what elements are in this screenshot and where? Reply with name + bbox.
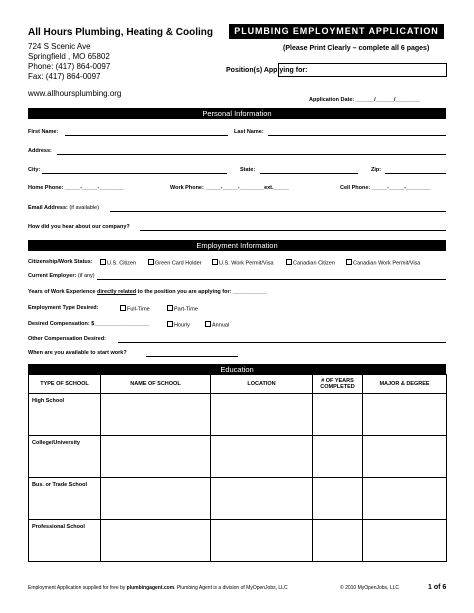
table-row <box>29 394 447 436</box>
print-instructions: (Please Print Clearly – complete all 6 pages) <box>283 45 430 52</box>
checkbox-icon <box>167 305 173 311</box>
table-row <box>29 478 447 520</box>
years-completed-cell[interactable] <box>313 520 363 562</box>
column-header: TYPE OF SCHOOL <box>29 375 101 394</box>
major-degree-cell[interactable] <box>363 520 447 562</box>
school-type-label: High School <box>32 398 65 404</box>
start-work-label: When are you available to start work? <box>28 350 127 356</box>
current-employer-field[interactable] <box>97 279 446 280</box>
company-name: All Hours Plumbing, Heating & Cooling <box>28 27 213 38</box>
start-work-field[interactable] <box>146 356 238 357</box>
first-name-label: First Name: <box>28 129 59 135</box>
citizenship-option-canadian-citizen[interactable]: Canadian Citizen <box>286 259 335 267</box>
checkbox-icon <box>148 259 154 265</box>
years-completed-cell[interactable] <box>313 436 363 478</box>
checkbox-icon <box>346 259 352 265</box>
checkbox-icon <box>286 259 292 265</box>
heard-about-field[interactable] <box>140 230 446 231</box>
checkbox-icon <box>167 321 173 327</box>
major-degree-cell[interactable] <box>363 436 447 478</box>
form-title: PLUMBING EMPLOYMENT APPLICATION <box>229 24 444 39</box>
citizenship-option-us-citizen[interactable]: U.S. Citizen <box>100 259 136 267</box>
footer-prefix: Employment Application supplied for free by <box>28 585 127 591</box>
checkbox-icon <box>205 321 211 327</box>
school-type-cell <box>29 478 101 520</box>
experience-underlined: directly related <box>97 289 137 295</box>
employment-info-heading: Employment Information <box>28 240 446 251</box>
address-label: Address: <box>28 148 52 154</box>
table-row <box>29 520 447 562</box>
school-type-label: Professional School <box>32 524 85 530</box>
citizenship-label: Citizenship/Work Status: <box>28 259 93 265</box>
citizenship-option-us-visa[interactable]: U.S. Work Permit/Visa <box>212 259 274 267</box>
email-field[interactable] <box>110 211 446 212</box>
heard-about-label: How did you hear about our company? <box>28 224 130 230</box>
citizenship-option-green-card[interactable]: Green Card Holder <box>148 259 201 267</box>
checkbox-icon <box>120 305 126 311</box>
years-completed-cell[interactable] <box>313 394 363 436</box>
company-address-line1: 724 S Scenic Ave <box>28 42 91 51</box>
experience-prefix: Years of Work Experience <box>28 289 97 295</box>
experience-field[interactable] <box>28 289 267 295</box>
zip-field[interactable] <box>385 173 446 174</box>
school-type-cell <box>29 394 101 436</box>
footer-credit <box>28 585 288 591</box>
employment-type-label: Employment Type Desired: <box>28 305 99 311</box>
citizenship-option-canadian-visa[interactable]: Canadian Work Permit/Visa <box>346 259 420 267</box>
school-type-label: College/University <box>32 440 80 446</box>
current-employer-label <box>28 273 95 279</box>
city-field[interactable] <box>42 173 227 174</box>
current-employer-note: (if any) <box>77 273 95 279</box>
school-type-cell <box>29 520 101 562</box>
type-option-full-time[interactable]: Full-Time <box>120 305 150 313</box>
column-header: NAME OF SCHOOL <box>101 375 211 394</box>
footer-copyright: © 2010 MyOpenJobs, LLC <box>340 585 399 591</box>
checkbox-icon <box>212 259 218 265</box>
company-fax: Fax: (417) 864-0097 <box>28 72 101 81</box>
column-header: MAJOR & DEGREE <box>363 375 447 394</box>
location-cell[interactable] <box>211 436 313 478</box>
other-compensation-label: Other Compensation Desired: <box>28 336 106 342</box>
personal-info-heading: Personal Information <box>28 108 446 119</box>
comp-option-hourly[interactable]: Hourly <box>167 321 190 329</box>
footer-link[interactable]: plumbingagent.com <box>126 585 175 591</box>
checkbox-icon <box>100 259 106 265</box>
state-label: State: <box>240 167 256 173</box>
position-input[interactable] <box>278 63 447 77</box>
other-compensation-field[interactable] <box>118 342 446 343</box>
education-heading: Education <box>28 364 446 375</box>
position-label: Position(s) Applying for: <box>226 67 308 74</box>
email-label <box>28 205 99 211</box>
years-completed-cell[interactable] <box>313 478 363 520</box>
table-row <box>29 436 447 478</box>
education-header-row <box>29 375 447 394</box>
location-cell[interactable] <box>211 394 313 436</box>
school-name-cell[interactable] <box>101 478 211 520</box>
state-field[interactable] <box>260 173 358 174</box>
experience-suffix: to the position you are applying for: ___________ <box>136 289 267 295</box>
column-header: LOCATION <box>211 375 313 394</box>
address-field[interactable] <box>57 154 446 155</box>
major-degree-cell[interactable] <box>363 394 447 436</box>
last-name-field[interactable] <box>268 135 446 136</box>
last-name-label: Last Name: <box>234 129 264 135</box>
school-type-cell <box>29 436 101 478</box>
home-phone-field[interactable]: Home Phone: _____-_____-________ <box>28 185 124 191</box>
major-degree-cell[interactable] <box>363 478 447 520</box>
comp-option-annual[interactable]: Annual <box>205 321 229 329</box>
email-label-text: Email Address: <box>28 205 68 211</box>
current-employer-text: Current Employer: <box>28 273 77 279</box>
school-name-cell[interactable] <box>101 394 211 436</box>
zip-label: Zip: <box>371 167 382 173</box>
type-option-part-time[interactable]: Part-Time <box>167 305 198 313</box>
email-note: (if available) <box>69 205 100 211</box>
school-type-label: Bus. or Trade School <box>32 482 88 488</box>
first-name-field[interactable] <box>65 135 228 136</box>
cell-phone-field[interactable]: Cell Phone: _____-_____-________ <box>340 185 431 191</box>
work-phone-field[interactable]: Work Phone: _____-_____-________ext._____ <box>170 185 289 191</box>
school-name-cell[interactable] <box>101 436 211 478</box>
city-label: City: <box>28 167 41 173</box>
company-address-line2: Springfield , MO 65802 <box>28 52 110 61</box>
education-table <box>28 374 447 562</box>
application-date-field[interactable]: Application Date: ______/______/________ <box>309 97 420 103</box>
page-number: 1 of 6 <box>428 584 447 591</box>
company-website[interactable]: www.allhoursplumbing.org <box>28 89 122 98</box>
company-phone: Phone: (417) 864-0097 <box>28 62 111 71</box>
footer-suffix: . Plumbing Agent is a division of MyOpenJobs, LLC <box>174 585 288 591</box>
desired-compensation-field[interactable]: Desired Compensation: $__________________ <box>28 321 150 327</box>
column-header: # OF YEARS COMPLETED <box>313 375 363 394</box>
location-cell[interactable] <box>211 478 313 520</box>
location-cell[interactable] <box>211 520 313 562</box>
school-name-cell[interactable] <box>101 520 211 562</box>
